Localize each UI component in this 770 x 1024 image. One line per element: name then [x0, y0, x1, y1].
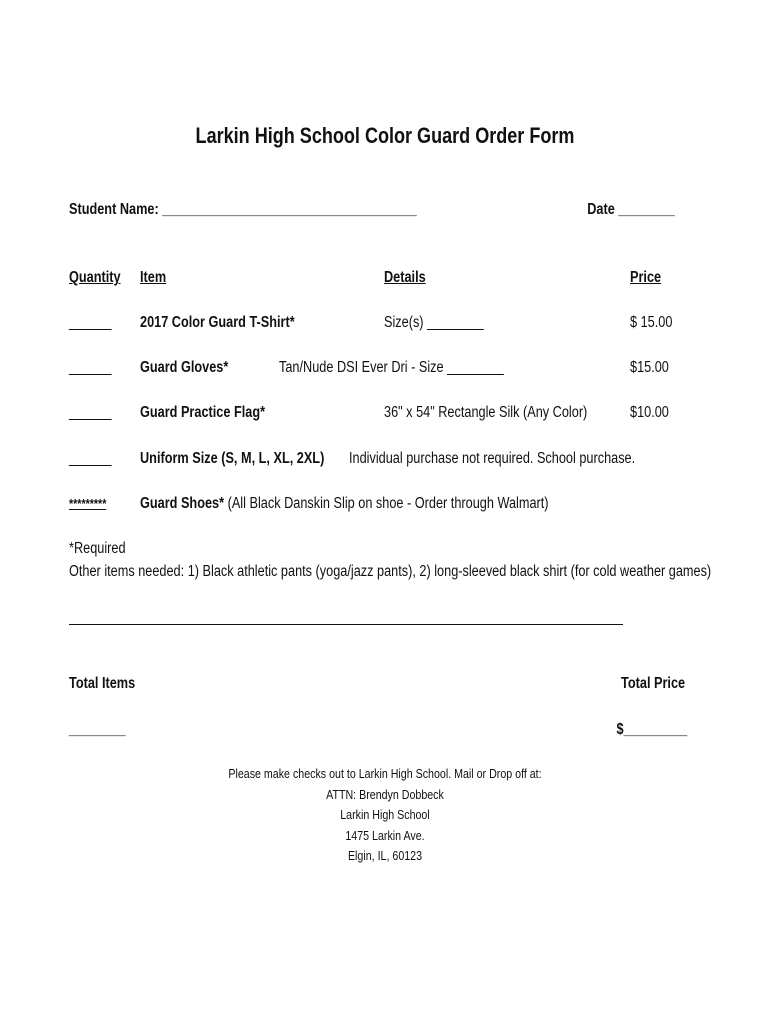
- mailing-line: Elgin, IL, 60123: [347, 848, 423, 863]
- total-items-label: Total Items: [69, 675, 136, 692]
- item-price: $ 15.00: [630, 314, 673, 331]
- price-header: Price: [630, 269, 662, 286]
- quantity-blank[interactable]: ______: [69, 314, 112, 331]
- item-price: $10.00: [630, 404, 669, 421]
- shoes-item: Guard Shoes*: [140, 495, 225, 512]
- mailing-line: 1475 Larkin Ave.: [345, 827, 425, 843]
- quantity-blank[interactable]: ______: [69, 404, 112, 421]
- item-price: $15.00: [630, 359, 669, 376]
- date-field[interactable]: Date ________: [587, 201, 675, 218]
- total-items-field[interactable]: ________: [69, 721, 126, 738]
- item-name: Uniform Size (S, M, L, XL, 2XL): [140, 450, 325, 467]
- quantity-header: Quantity: [69, 269, 121, 286]
- shoes-line: [140, 495, 549, 513]
- total-price-label: Total Price: [620, 675, 685, 692]
- item-details: Size(s) ________: [384, 314, 484, 331]
- shoes-details: (All Black Danskin Slip on shoe - Order through Walmart): [224, 495, 549, 512]
- quantity-blank[interactable]: ______: [69, 450, 112, 467]
- other-items-note: Other items needed: 1) Black athletic pants (yoga/jazz pants), 2) long-sleeved black shirt (for cold weather games): [69, 563, 712, 580]
- mailing-line: Please make checks out to Larkin High School. Mail or Drop off at:: [228, 766, 542, 781]
- item-header: Item: [140, 269, 167, 286]
- required-note: *Required: [69, 540, 126, 557]
- item-name: 2017 Color Guard T-Shirt*: [140, 314, 295, 331]
- student-name-field[interactable]: Student Name: ____________________________________: [69, 201, 417, 218]
- item-name: Guard Gloves*: [140, 359, 229, 376]
- item-details: 36" x 54" Rectangle Silk (Any Color): [384, 404, 588, 421]
- quantity-blank[interactable]: ______: [69, 359, 112, 376]
- mailing-line: Larkin High School: [340, 807, 430, 822]
- item-name: Guard Practice Flag*: [140, 404, 266, 421]
- details-header: Details: [384, 269, 426, 286]
- total-price-field[interactable]: $_________: [616, 721, 687, 738]
- mailing-instructions: [0, 764, 770, 867]
- divider: [69, 624, 623, 625]
- item-details: Individual purchase not required. School purchase.: [349, 450, 636, 467]
- mailing-line: ATTN: Brendyn Dobbeck: [326, 786, 444, 802]
- shoes-quantity: *********: [69, 496, 107, 511]
- item-details: Tan/Nude DSI Ever Dri - Size ________: [279, 359, 504, 376]
- page-title: Larkin High School Color Guard Order Form: [195, 123, 575, 148]
